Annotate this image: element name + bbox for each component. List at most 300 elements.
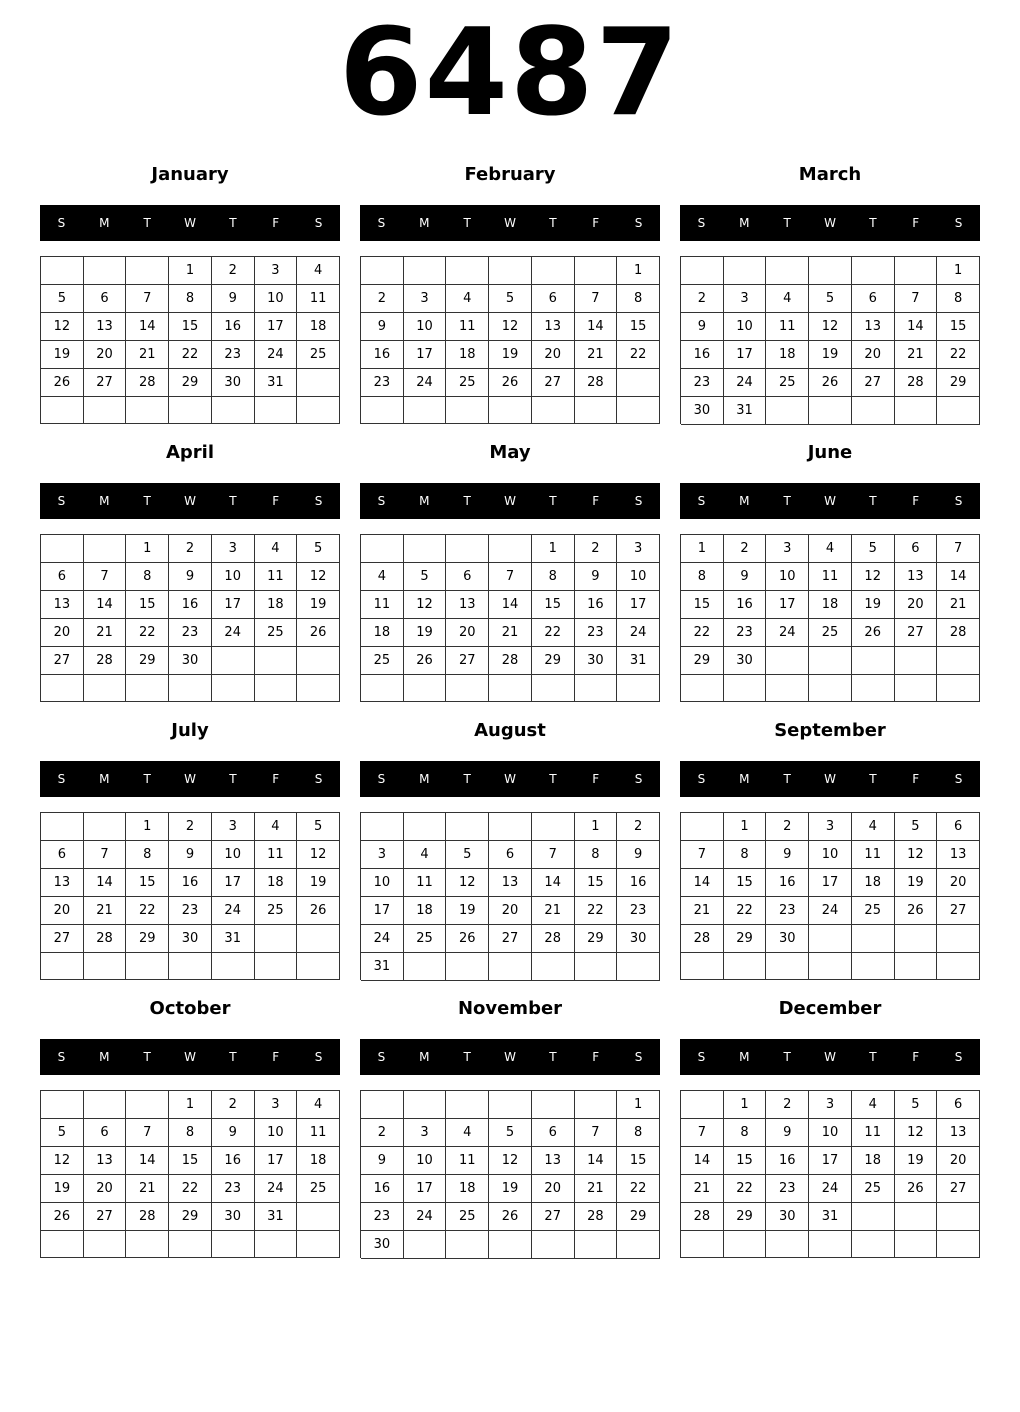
day-cell[interactable]: 1	[126, 813, 169, 841]
day-cell[interactable]: 7	[681, 1119, 724, 1147]
day-cell[interactable]: 9	[724, 563, 767, 591]
day-cell[interactable]: 17	[255, 313, 298, 341]
day-cell[interactable]: 22	[681, 619, 724, 647]
day-cell[interactable]: 11	[809, 563, 852, 591]
day-cell[interactable]: 14	[532, 869, 575, 897]
day-cell[interactable]: 15	[169, 313, 212, 341]
day-cell[interactable]: 19	[852, 591, 895, 619]
day-cell[interactable]: 29	[937, 369, 980, 397]
day-cell[interactable]: 7	[126, 285, 169, 313]
day-cell[interactable]: 5	[404, 563, 447, 591]
day-cell[interactable]: 27	[937, 897, 980, 925]
day-cell[interactable]: 29	[126, 647, 169, 675]
day-cell[interactable]: 2	[681, 285, 724, 313]
day-cell[interactable]: 25	[809, 619, 852, 647]
day-cell[interactable]: 30	[766, 925, 809, 953]
day-cell[interactable]: 19	[297, 869, 340, 897]
day-cell[interactable]: 13	[84, 1147, 127, 1175]
day-cell[interactable]: 3	[212, 813, 255, 841]
day-cell[interactable]: 18	[297, 1147, 340, 1175]
day-cell[interactable]: 7	[489, 563, 532, 591]
day-cell[interactable]: 22	[126, 897, 169, 925]
day-cell[interactable]: 6	[937, 813, 980, 841]
day-cell[interactable]: 10	[212, 841, 255, 869]
day-cell[interactable]: 15	[575, 869, 618, 897]
day-cell[interactable]: 25	[361, 647, 404, 675]
day-cell[interactable]: 24	[212, 897, 255, 925]
day-cell[interactable]: 5	[297, 535, 340, 563]
day-cell[interactable]: 4	[852, 1091, 895, 1119]
day-cell[interactable]: 17	[212, 869, 255, 897]
day-cell[interactable]: 23	[766, 897, 809, 925]
day-cell[interactable]: 31	[617, 647, 660, 675]
day-cell[interactable]: 31	[809, 1203, 852, 1231]
day-cell[interactable]: 17	[361, 897, 404, 925]
day-cell[interactable]: 24	[809, 1175, 852, 1203]
day-cell[interactable]: 16	[361, 1175, 404, 1203]
day-cell[interactable]: 8	[724, 841, 767, 869]
day-cell[interactable]: 18	[255, 869, 298, 897]
day-cell[interactable]: 5	[809, 285, 852, 313]
day-cell[interactable]: 7	[532, 841, 575, 869]
day-cell[interactable]: 21	[126, 341, 169, 369]
day-cell[interactable]: 3	[809, 1091, 852, 1119]
day-cell[interactable]: 3	[766, 535, 809, 563]
day-cell[interactable]: 22	[724, 897, 767, 925]
day-cell[interactable]: 18	[404, 897, 447, 925]
day-cell[interactable]: 12	[446, 869, 489, 897]
day-cell[interactable]: 29	[724, 925, 767, 953]
day-cell[interactable]: 12	[895, 1119, 938, 1147]
day-cell[interactable]: 21	[681, 897, 724, 925]
day-cell[interactable]: 1	[724, 1091, 767, 1119]
day-cell[interactable]: 29	[169, 369, 212, 397]
day-cell[interactable]: 2	[169, 535, 212, 563]
day-cell[interactable]: 24	[809, 897, 852, 925]
day-cell[interactable]: 8	[617, 285, 660, 313]
day-cell[interactable]: 16	[766, 869, 809, 897]
day-cell[interactable]: 16	[212, 1147, 255, 1175]
day-cell[interactable]: 25	[852, 1175, 895, 1203]
day-cell[interactable]: 27	[84, 1203, 127, 1231]
day-cell[interactable]: 31	[212, 925, 255, 953]
day-cell[interactable]: 5	[489, 1119, 532, 1147]
day-cell[interactable]: 15	[937, 313, 980, 341]
day-cell[interactable]: 23	[361, 369, 404, 397]
day-cell[interactable]: 3	[404, 1119, 447, 1147]
day-cell[interactable]: 5	[852, 535, 895, 563]
day-cell[interactable]: 8	[532, 563, 575, 591]
day-cell[interactable]: 25	[446, 1203, 489, 1231]
day-cell[interactable]: 28	[575, 1203, 618, 1231]
day-cell[interactable]: 2	[724, 535, 767, 563]
day-cell[interactable]: 28	[532, 925, 575, 953]
day-cell[interactable]: 30	[212, 369, 255, 397]
day-cell[interactable]: 6	[446, 563, 489, 591]
day-cell[interactable]: 7	[681, 841, 724, 869]
day-cell[interactable]: 10	[617, 563, 660, 591]
day-cell[interactable]: 21	[937, 591, 980, 619]
day-cell[interactable]: 12	[895, 841, 938, 869]
day-cell[interactable]: 8	[617, 1119, 660, 1147]
day-cell[interactable]: 9	[361, 1147, 404, 1175]
day-cell[interactable]: 13	[895, 563, 938, 591]
day-cell[interactable]: 18	[852, 869, 895, 897]
day-cell[interactable]: 15	[724, 1147, 767, 1175]
day-cell[interactable]: 12	[297, 563, 340, 591]
day-cell[interactable]: 7	[937, 535, 980, 563]
day-cell[interactable]: 28	[126, 1203, 169, 1231]
day-cell[interactable]: 18	[446, 341, 489, 369]
day-cell[interactable]: 20	[446, 619, 489, 647]
day-cell[interactable]: 22	[575, 897, 618, 925]
day-cell[interactable]: 3	[724, 285, 767, 313]
day-cell[interactable]: 26	[895, 897, 938, 925]
day-cell[interactable]: 28	[489, 647, 532, 675]
day-cell[interactable]: 8	[575, 841, 618, 869]
day-cell[interactable]: 16	[681, 341, 724, 369]
day-cell[interactable]: 14	[489, 591, 532, 619]
day-cell[interactable]: 3	[361, 841, 404, 869]
day-cell[interactable]: 15	[126, 869, 169, 897]
day-cell[interactable]: 4	[766, 285, 809, 313]
day-cell[interactable]: 27	[41, 647, 84, 675]
day-cell[interactable]: 2	[617, 813, 660, 841]
day-cell[interactable]: 2	[212, 1091, 255, 1119]
day-cell[interactable]: 1	[532, 535, 575, 563]
day-cell[interactable]: 10	[212, 563, 255, 591]
day-cell[interactable]: 29	[681, 647, 724, 675]
day-cell[interactable]: 23	[617, 897, 660, 925]
day-cell[interactable]: 21	[575, 1175, 618, 1203]
day-cell[interactable]: 4	[255, 535, 298, 563]
day-cell[interactable]: 31	[255, 1203, 298, 1231]
day-cell[interactable]: 19	[895, 869, 938, 897]
day-cell[interactable]: 12	[852, 563, 895, 591]
day-cell[interactable]: 25	[255, 897, 298, 925]
day-cell[interactable]: 1	[681, 535, 724, 563]
day-cell[interactable]: 29	[169, 1203, 212, 1231]
day-cell[interactable]: 10	[255, 285, 298, 313]
day-cell[interactable]: 13	[532, 1147, 575, 1175]
day-cell[interactable]: 4	[446, 285, 489, 313]
day-cell[interactable]: 10	[404, 313, 447, 341]
day-cell[interactable]: 16	[766, 1147, 809, 1175]
day-cell[interactable]: 20	[852, 341, 895, 369]
day-cell[interactable]: 5	[297, 813, 340, 841]
day-cell[interactable]: 1	[617, 1091, 660, 1119]
day-cell[interactable]: 9	[212, 1119, 255, 1147]
day-cell[interactable]: 9	[681, 313, 724, 341]
day-cell[interactable]: 17	[809, 869, 852, 897]
day-cell[interactable]: 11	[404, 869, 447, 897]
day-cell[interactable]: 10	[724, 313, 767, 341]
day-cell[interactable]: 13	[41, 869, 84, 897]
day-cell[interactable]: 27	[41, 925, 84, 953]
day-cell[interactable]: 10	[809, 1119, 852, 1147]
day-cell[interactable]: 31	[361, 953, 404, 981]
day-cell[interactable]: 28	[126, 369, 169, 397]
day-cell[interactable]: 2	[766, 813, 809, 841]
day-cell[interactable]: 13	[489, 869, 532, 897]
day-cell[interactable]: 7	[575, 1119, 618, 1147]
day-cell[interactable]: 28	[681, 1203, 724, 1231]
day-cell[interactable]: 15	[617, 1147, 660, 1175]
day-cell[interactable]: 1	[617, 257, 660, 285]
day-cell[interactable]: 2	[575, 535, 618, 563]
day-cell[interactable]: 1	[169, 257, 212, 285]
day-cell[interactable]: 21	[681, 1175, 724, 1203]
day-cell[interactable]: 9	[361, 313, 404, 341]
day-cell[interactable]: 20	[937, 869, 980, 897]
day-cell[interactable]: 25	[255, 619, 298, 647]
day-cell[interactable]: 15	[532, 591, 575, 619]
day-cell[interactable]: 2	[169, 813, 212, 841]
day-cell[interactable]: 5	[895, 1091, 938, 1119]
day-cell[interactable]: 30	[361, 1231, 404, 1259]
day-cell[interactable]: 7	[575, 285, 618, 313]
day-cell[interactable]: 14	[84, 869, 127, 897]
day-cell[interactable]: 22	[937, 341, 980, 369]
day-cell[interactable]: 22	[532, 619, 575, 647]
day-cell[interactable]: 2	[766, 1091, 809, 1119]
day-cell[interactable]: 17	[212, 591, 255, 619]
day-cell[interactable]: 29	[532, 647, 575, 675]
day-cell[interactable]: 26	[446, 925, 489, 953]
day-cell[interactable]: 30	[617, 925, 660, 953]
day-cell[interactable]: 25	[404, 925, 447, 953]
day-cell[interactable]: 13	[41, 591, 84, 619]
day-cell[interactable]: 18	[297, 313, 340, 341]
day-cell[interactable]: 21	[84, 897, 127, 925]
day-cell[interactable]: 27	[532, 1203, 575, 1231]
day-cell[interactable]: 14	[681, 869, 724, 897]
day-cell[interactable]: 17	[617, 591, 660, 619]
day-cell[interactable]: 3	[617, 535, 660, 563]
day-cell[interactable]: 30	[169, 647, 212, 675]
day-cell[interactable]: 24	[404, 1203, 447, 1231]
day-cell[interactable]: 21	[532, 897, 575, 925]
day-cell[interactable]: 20	[532, 1175, 575, 1203]
day-cell[interactable]: 30	[212, 1203, 255, 1231]
day-cell[interactable]: 19	[446, 897, 489, 925]
day-cell[interactable]: 27	[532, 369, 575, 397]
day-cell[interactable]: 22	[617, 1175, 660, 1203]
day-cell[interactable]: 9	[766, 1119, 809, 1147]
day-cell[interactable]: 28	[681, 925, 724, 953]
day-cell[interactable]: 24	[617, 619, 660, 647]
day-cell[interactable]: 21	[489, 619, 532, 647]
day-cell[interactable]: 12	[489, 1147, 532, 1175]
day-cell[interactable]: 9	[169, 841, 212, 869]
day-cell[interactable]: 20	[489, 897, 532, 925]
day-cell[interactable]: 12	[297, 841, 340, 869]
day-cell[interactable]: 28	[84, 647, 127, 675]
day-cell[interactable]: 22	[724, 1175, 767, 1203]
day-cell[interactable]: 13	[446, 591, 489, 619]
day-cell[interactable]: 7	[895, 285, 938, 313]
day-cell[interactable]: 11	[297, 1119, 340, 1147]
day-cell[interactable]: 25	[446, 369, 489, 397]
day-cell[interactable]: 20	[84, 341, 127, 369]
day-cell[interactable]: 2	[212, 257, 255, 285]
day-cell[interactable]: 19	[895, 1147, 938, 1175]
day-cell[interactable]: 11	[446, 1147, 489, 1175]
day-cell[interactable]: 16	[169, 869, 212, 897]
day-cell[interactable]: 16	[212, 313, 255, 341]
day-cell[interactable]: 27	[895, 619, 938, 647]
day-cell[interactable]: 11	[852, 841, 895, 869]
day-cell[interactable]: 22	[169, 1175, 212, 1203]
day-cell[interactable]: 31	[255, 369, 298, 397]
day-cell[interactable]: 19	[489, 341, 532, 369]
day-cell[interactable]: 30	[766, 1203, 809, 1231]
day-cell[interactable]: 1	[169, 1091, 212, 1119]
day-cell[interactable]: 18	[361, 619, 404, 647]
day-cell[interactable]: 25	[297, 1175, 340, 1203]
day-cell[interactable]: 23	[361, 1203, 404, 1231]
day-cell[interactable]: 26	[489, 1203, 532, 1231]
day-cell[interactable]: 16	[617, 869, 660, 897]
day-cell[interactable]: 20	[895, 591, 938, 619]
day-cell[interactable]: 24	[361, 925, 404, 953]
day-cell[interactable]: 21	[126, 1175, 169, 1203]
day-cell[interactable]: 18	[852, 1147, 895, 1175]
day-cell[interactable]: 20	[41, 897, 84, 925]
day-cell[interactable]: 5	[446, 841, 489, 869]
day-cell[interactable]: 29	[617, 1203, 660, 1231]
day-cell[interactable]: 13	[532, 313, 575, 341]
day-cell[interactable]: 13	[84, 313, 127, 341]
day-cell[interactable]: 21	[895, 341, 938, 369]
day-cell[interactable]: 20	[532, 341, 575, 369]
day-cell[interactable]: 23	[681, 369, 724, 397]
day-cell[interactable]: 15	[169, 1147, 212, 1175]
day-cell[interactable]: 11	[255, 841, 298, 869]
day-cell[interactable]: 8	[126, 841, 169, 869]
day-cell[interactable]: 13	[937, 1119, 980, 1147]
day-cell[interactable]: 12	[489, 313, 532, 341]
day-cell[interactable]: 18	[809, 591, 852, 619]
day-cell[interactable]: 11	[852, 1119, 895, 1147]
day-cell[interactable]: 3	[255, 257, 298, 285]
day-cell[interactable]: 18	[766, 341, 809, 369]
day-cell[interactable]: 8	[126, 563, 169, 591]
day-cell[interactable]: 3	[212, 535, 255, 563]
day-cell[interactable]: 24	[255, 341, 298, 369]
day-cell[interactable]: 30	[575, 647, 618, 675]
day-cell[interactable]: 27	[937, 1175, 980, 1203]
day-cell[interactable]: 26	[895, 1175, 938, 1203]
day-cell[interactable]: 11	[766, 313, 809, 341]
day-cell[interactable]: 4	[852, 813, 895, 841]
day-cell[interactable]: 7	[84, 841, 127, 869]
day-cell[interactable]: 24	[212, 619, 255, 647]
day-cell[interactable]: 17	[809, 1147, 852, 1175]
day-cell[interactable]: 16	[575, 591, 618, 619]
day-cell[interactable]: 1	[937, 257, 980, 285]
day-cell[interactable]: 30	[681, 397, 724, 425]
day-cell[interactable]: 24	[255, 1175, 298, 1203]
day-cell[interactable]: 21	[575, 341, 618, 369]
day-cell[interactable]: 1	[575, 813, 618, 841]
day-cell[interactable]: 23	[169, 619, 212, 647]
day-cell[interactable]: 15	[681, 591, 724, 619]
day-cell[interactable]: 14	[126, 1147, 169, 1175]
day-cell[interactable]: 19	[489, 1175, 532, 1203]
day-cell[interactable]: 4	[361, 563, 404, 591]
day-cell[interactable]: 28	[937, 619, 980, 647]
day-cell[interactable]: 19	[41, 1175, 84, 1203]
day-cell[interactable]: 14	[575, 313, 618, 341]
day-cell[interactable]: 2	[361, 285, 404, 313]
day-cell[interactable]: 9	[575, 563, 618, 591]
day-cell[interactable]: 8	[681, 563, 724, 591]
day-cell[interactable]: 11	[361, 591, 404, 619]
day-cell[interactable]: 16	[724, 591, 767, 619]
day-cell[interactable]: 4	[404, 841, 447, 869]
day-cell[interactable]: 5	[41, 1119, 84, 1147]
day-cell[interactable]: 4	[446, 1119, 489, 1147]
day-cell[interactable]: 22	[169, 341, 212, 369]
day-cell[interactable]: 17	[766, 591, 809, 619]
day-cell[interactable]: 5	[489, 285, 532, 313]
day-cell[interactable]: 6	[532, 285, 575, 313]
day-cell[interactable]: 29	[575, 925, 618, 953]
day-cell[interactable]: 10	[809, 841, 852, 869]
day-cell[interactable]: 14	[681, 1147, 724, 1175]
day-cell[interactable]: 28	[575, 369, 618, 397]
day-cell[interactable]: 6	[532, 1119, 575, 1147]
day-cell[interactable]: 21	[84, 619, 127, 647]
day-cell[interactable]: 9	[617, 841, 660, 869]
day-cell[interactable]: 15	[724, 869, 767, 897]
day-cell[interactable]: 15	[617, 313, 660, 341]
day-cell[interactable]: 10	[255, 1119, 298, 1147]
day-cell[interactable]: 23	[212, 341, 255, 369]
day-cell[interactable]: 12	[809, 313, 852, 341]
day-cell[interactable]: 27	[84, 369, 127, 397]
day-cell[interactable]: 9	[169, 563, 212, 591]
day-cell[interactable]: 23	[212, 1175, 255, 1203]
day-cell[interactable]: 23	[575, 619, 618, 647]
day-cell[interactable]: 8	[169, 285, 212, 313]
day-cell[interactable]: 11	[255, 563, 298, 591]
day-cell[interactable]: 26	[297, 619, 340, 647]
day-cell[interactable]: 6	[937, 1091, 980, 1119]
day-cell[interactable]: 29	[126, 925, 169, 953]
day-cell[interactable]: 4	[297, 257, 340, 285]
day-cell[interactable]: 28	[895, 369, 938, 397]
day-cell[interactable]: 6	[84, 285, 127, 313]
day-cell[interactable]: 19	[404, 619, 447, 647]
day-cell[interactable]: 26	[297, 897, 340, 925]
day-cell[interactable]: 26	[404, 647, 447, 675]
day-cell[interactable]: 14	[575, 1147, 618, 1175]
day-cell[interactable]: 30	[724, 647, 767, 675]
day-cell[interactable]: 7	[84, 563, 127, 591]
day-cell[interactable]: 6	[489, 841, 532, 869]
day-cell[interactable]: 5	[895, 813, 938, 841]
day-cell[interactable]: 13	[937, 841, 980, 869]
day-cell[interactable]: 9	[212, 285, 255, 313]
day-cell[interactable]: 27	[489, 925, 532, 953]
day-cell[interactable]: 27	[852, 369, 895, 397]
day-cell[interactable]: 26	[489, 369, 532, 397]
day-cell[interactable]: 24	[724, 369, 767, 397]
day-cell[interactable]: 9	[766, 841, 809, 869]
day-cell[interactable]: 26	[852, 619, 895, 647]
